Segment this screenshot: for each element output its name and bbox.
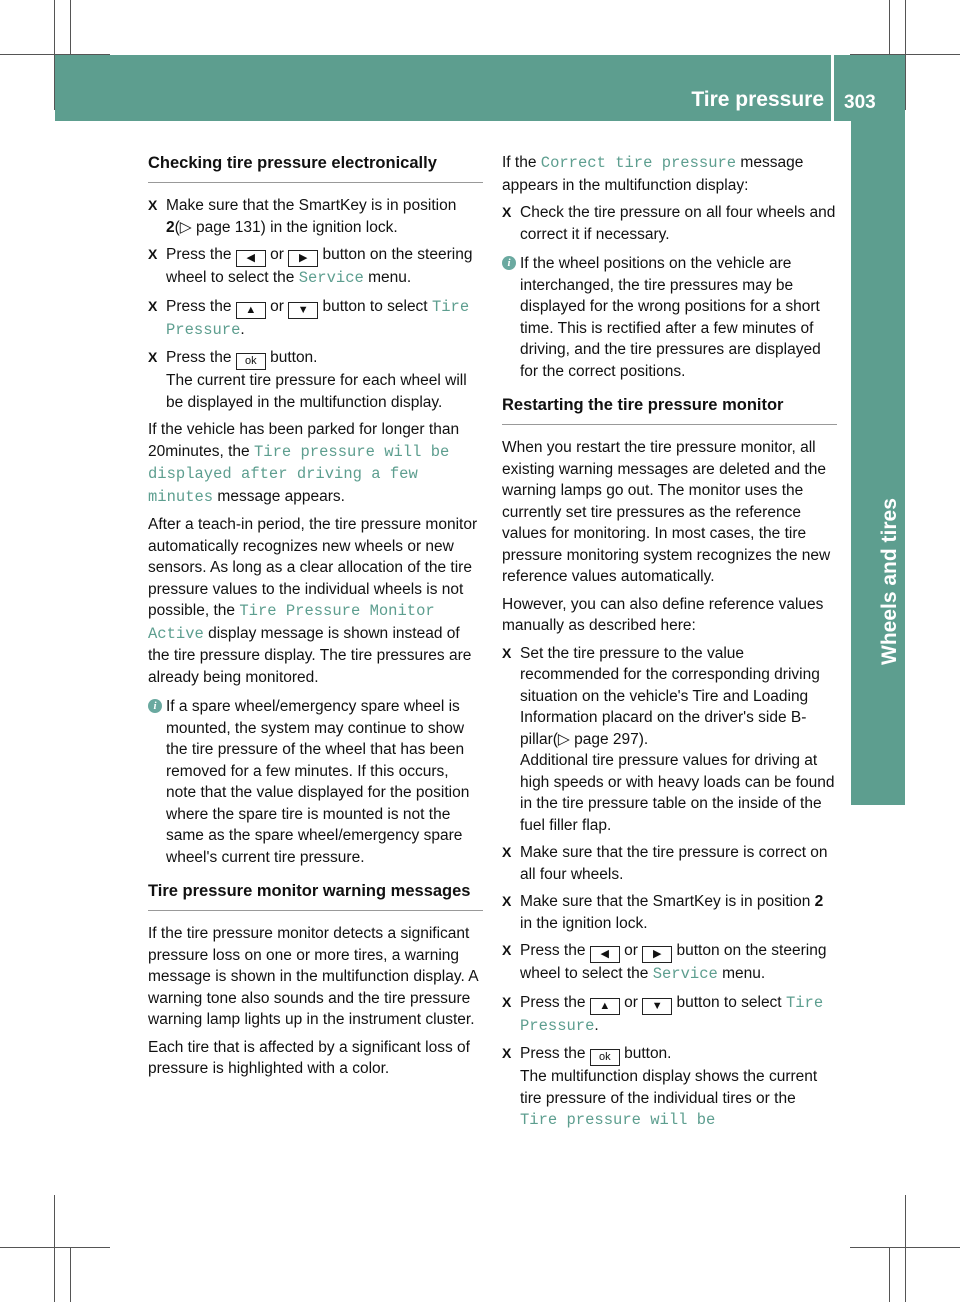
crop-mark [905,1195,906,1302]
paragraph: If the Correct tire pressure message appears in the multifunction display: [502,154,804,194]
crop-mark [70,1247,71,1302]
instruction-step: X Press the ▲ or ▼ button to select Tire Pressure. [148,296,483,342]
page-number: 303 [844,92,876,113]
side-tab-label: Wheels and tires [878,498,901,665]
right-arrow-key-icon: ▶ [288,250,318,267]
display-text: Tire pressure will be displayed after driving a few minutes [148,442,450,506]
section-heading: Restarting the tire pressure monitor [502,394,837,425]
up-arrow-key-icon: ▲ [236,302,266,319]
display-text: Correct tire pressure [540,154,737,172]
crop-mark [889,0,890,54]
paragraph: When you restart the tire pressure monitor, all existing warning messages are deleted and the warning lamps go out. The monitor uses the currently set tire pressures as the reference values for monitoring. In most cases, the tire pressure monitoring system recognizes the new reference values automatically. [502,439,831,585]
ok-key-icon: ok [236,353,266,370]
display-text: Tire Pressure [520,993,824,1035]
info-icon: i [502,256,516,270]
display-text: Tire Pressure Monitor Active [148,602,435,643]
crop-mark [0,1247,110,1248]
left-column [148,152,483,1086]
instruction-step: X Make sure that the SmartKey is in position 2 in the ignition lock. [502,891,837,934]
instruction-step: X Press the ▲ or ▼ button to select Tire Pressure. [502,992,837,1038]
display-text: Tire Pressure [166,297,470,339]
instruction-step: X Make sure that the SmartKey is in position 2(▷ page 131) in the ignition lock. [148,195,483,238]
down-arrow-key-icon: ▼ [288,302,318,319]
section-heading: Checking tire pressure electronically [148,152,483,183]
instruction-step: X Press the ok button. The multifunction display shows the current tire pressure of the individual tires or the Tire pressure will be [502,1043,837,1132]
crop-mark [889,1247,890,1302]
right-column [502,152,837,1138]
display-text: Service [298,269,364,287]
crop-mark [54,1195,55,1302]
instruction-step: X Press the ◀ or ▶ button on the steering wheel to select the Service menu. [148,244,483,290]
left-arrow-key-icon: ◀ [590,946,620,963]
left-arrow-key-icon: ◀ [236,250,266,267]
paragraph: If the tire pressure monitor detects a significant pressure loss on one or more tires, a warning message is shown in the multifunction display. A warning tone also sounds and the tire pressure warning lamp lights up in the instrument cluster. [148,925,478,1028]
info-note: i If the wheel positions on the vehicle are interchanged, the tire pressures may be displayed for the wrong positions for a short time. This is rectified after a few minutes of driving, and the tire pressures are displayed for the correct positions. [502,253,837,382]
info-note: i If a spare wheel/emergency spare wheel is mounted, the system may continue to show the tire pressure of the wheel that has been removed for a few minutes. If this occurs, note that the value displayed for the position where the spare tire is mounted is not the same as the spare wheel/emergency spare wheel's current tire pressure. [148,696,483,868]
down-arrow-key-icon: ▼ [642,998,672,1015]
header-divider [831,55,834,121]
side-tab-marker [851,761,905,805]
instruction-step: X Check the tire pressure on all four wheels and correct it if necessary. [502,202,837,245]
instruction-step: X Make sure that the tire pressure is correct on all four wheels. [502,842,837,885]
paragraph: However, you can also define reference values manually as described here: [502,595,824,634]
side-tab [851,121,905,761]
instruction-step: X Set the tire pressure to the value recommended for the corresponding driving situation on the vehicle's Tire and Loading Information placard on the driver's side B-pillar(▷ page 297). Additional tire pressure values for driving at high speeds or with heavy loads can be found in the tire pressure table on the inside of the fuel filler flap. [502,643,837,837]
up-arrow-key-icon: ▲ [590,998,620,1015]
paragraph: After a teach-in period, the tire pressure monitor automatically recognizes new wheels or new sensors. As long as a clear allocation of the tire pressure values to the individual wheels is not possible, the Tire Pressure Monitor Active display message is shown instead of the tire pressure display. The tire pressures are already being monitored. [148,516,478,686]
instruction-step: X Press the ◀ or ▶ button on the steering wheel to select the Service menu. [502,940,837,986]
right-arrow-key-icon: ▶ [642,946,672,963]
display-text: Tire pressure will be [520,1111,716,1129]
ok-key-icon: ok [590,1049,620,1066]
paragraph: If the vehicle has been parked for longer than 20minutes, the Tire pressure will be displayed after driving a few minutes message appears. [148,421,460,506]
crop-mark [70,0,71,54]
crop-mark [905,0,906,110]
page-title: Tire pressure [691,88,824,111]
info-icon: i [148,699,162,713]
paragraph: Each tire that is affected by a significant loss of pressure is highlighted with a color. [148,1038,470,1077]
instruction-step: X Press the ok button. The current tire pressure for each wheel will be displayed in the multifunction display. [148,347,483,413]
display-text: Service [652,965,718,983]
section-heading: Tire pressure monitor warning messages [148,880,483,911]
